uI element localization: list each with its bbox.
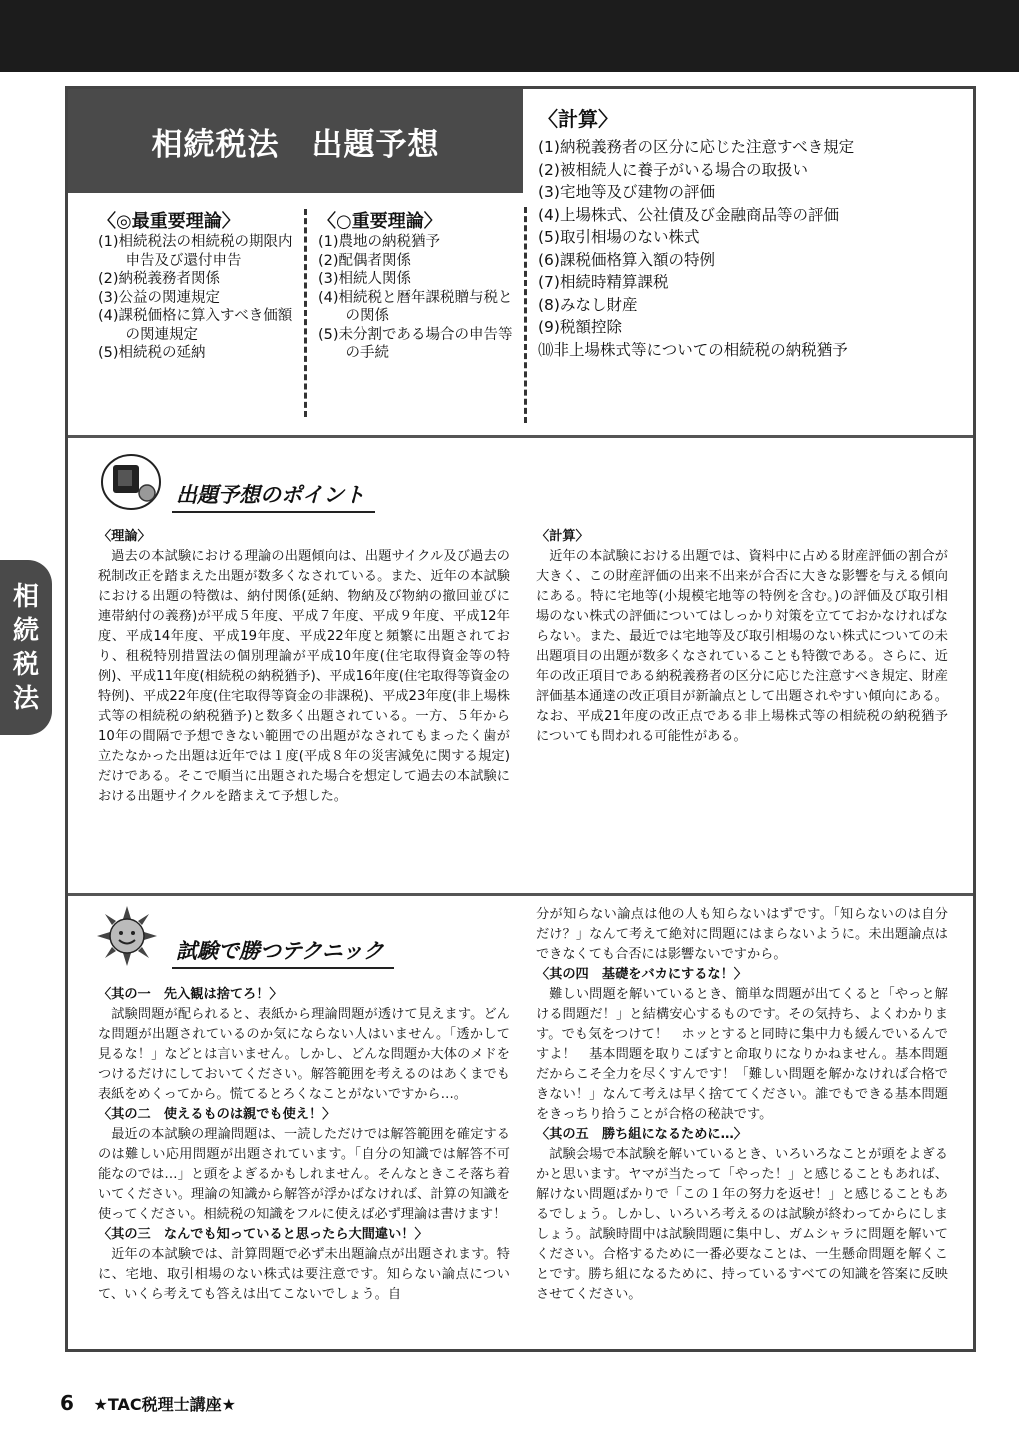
technique-heading-4: 〈其の四 基礎をバカにするな！〉 xyxy=(536,967,747,982)
side-tab-char: 続 xyxy=(12,615,39,646)
list-item: (3)宅地等及び建物の評価 xyxy=(538,183,715,201)
list-item: (2)配偶者関係 xyxy=(318,252,412,269)
theory-points-heading: 〈理論〉 xyxy=(98,529,151,544)
list-item: (9)税額控除 xyxy=(538,318,622,336)
technique-body-1: 試験問題が配られると、表紙から理論問題が透けて見えます。どんな問題が出題されているのか気にならない人はいません。「透かして見るな！」などとは言いません。しかし、どんな問題か大体のメドをつけるだけにしておいてください。解答範囲を考えるのはあくまでも表紙をめくってから。慌てるとろくなことがないですから…。 xyxy=(98,1007,510,1102)
list-item: ⑽非上場株式等についての相続税の納税猶予 xyxy=(538,340,848,359)
technique-heading-2: 〈其の二 使えるものは親でも使え！〉 xyxy=(98,1107,336,1122)
list-item: (4)相続税と暦年課税贈与税との関係 xyxy=(318,289,513,324)
list-item: (2)被相続人に養子がいる場合の取扱い xyxy=(538,160,808,179)
page-title: 相続税法 出題予想 xyxy=(68,89,523,193)
important-list xyxy=(318,233,518,363)
list-item: (8)みなし財産 xyxy=(538,295,638,314)
dashed-divider xyxy=(304,209,307,417)
list-item: (4)上場株式、公社債及び金融商品等の評価 xyxy=(538,205,839,224)
footer-label: ★TAC税理士講座★ xyxy=(93,1395,236,1414)
calc-points-body: 近年の本試験における出題では、資料中に占める財産評価の割合が大きく、この財産評価の出来不出来が合否に大きな影響を与える傾向にある。特に宅地等(小規模宅地等の特例を含む。)の評価及び取引相場のない株式の評価についてはしっかり対策を立てておかなければならない。また、最近では宅地等及び取引相場のない株式についての未出題項目の出題が数多くなされていることも特徴である。さらに、近年の改正項目である納税義務者の区分に応じた注意すべき規定、財産評価基本通達の改正項目が新論点として出題されやすい傾向にある。なお、平成21年度の改正点である非上場株式等の相続税の納税猶予についても問われる可能性がある。 xyxy=(536,549,948,744)
sun-face-icon xyxy=(96,905,158,967)
side-tab-char: 税 xyxy=(12,649,39,680)
dashed-divider xyxy=(524,207,527,423)
technique-heading-1: 〈其の一 先入観は捨てろ！〉 xyxy=(98,987,283,1002)
list-item: (3)相続人関係 xyxy=(318,271,412,287)
cube-sphere-icon xyxy=(101,451,163,513)
technique-heading-3: 〈其の三 なんでも知っていると思ったら大間違い！〉 xyxy=(98,1227,428,1242)
list-item: (1)納税義務者の区分に応じた注意すべき規定 xyxy=(538,138,855,156)
calc-points-heading: 〈計算〉 xyxy=(536,529,589,544)
technique-left-column xyxy=(98,985,510,1305)
technique-body-3-continued: 分が知らない論点は他の人も知らないはずです。「知らないのは自分だけ？」なんて考えて絶対に問題にはまらないように。未出題論点はできなくても合否には影響ないですから。 xyxy=(536,907,948,962)
technique-body-3: 近年の本試験では、計算問題で必ず未出題論点が出題されます。特に、宅地、取引相場のない株式は要注意です。知らない論点について、いくら考えても答えは出てこないでしょう。自 xyxy=(98,1247,510,1302)
most-important-list xyxy=(98,233,298,363)
calc-heading: 〈計算〉 xyxy=(538,107,618,131)
points-title: 出題予想のポイント xyxy=(172,479,375,513)
list-item: (3)公益の関連規定 xyxy=(98,289,221,306)
list-item: (5)相続税の延納 xyxy=(98,345,206,361)
calc-list xyxy=(538,136,968,361)
list-item: (5)未分割である場合の申告等の手続 xyxy=(318,326,513,361)
technique-body-2: 最近の本試験の理論問題は、一読しただけでは解答範囲を確定するのは難しい応用問題が出題されています。「自分の知識では解答不可能なのでは…」と頭をよぎるかもしれません。そんなときこそ落ち着いてください。理論の知識から解答が浮かばなければ、計算の知識を使ってください。相続税の知識をフルに使えば必ず理論は書けます！ xyxy=(98,1127,510,1222)
important-theory xyxy=(318,207,518,363)
calc-points xyxy=(536,527,948,747)
most-important-heading: 〈◎最重要理論〉 xyxy=(98,211,240,232)
theory-points xyxy=(98,527,510,807)
section-divider xyxy=(68,435,973,438)
section-side-tab xyxy=(0,560,52,735)
technique-title: 試験で勝つテクニック xyxy=(172,935,394,969)
list-item: (1)相続税法の相続税の期限内申告及び還付申告 xyxy=(98,234,293,269)
important-heading: 〈○重要理論〉 xyxy=(318,211,442,232)
side-tab-char: 相 xyxy=(12,581,39,612)
technique-right-column xyxy=(536,905,948,1305)
list-item: (5)取引相場のない株式 xyxy=(538,228,700,246)
page-number: 6 xyxy=(60,1391,74,1415)
page-footer xyxy=(60,1391,236,1415)
calculation-topics xyxy=(538,103,968,361)
technique-heading-5: 〈其の五 勝ち組になるために…〉 xyxy=(536,1127,747,1142)
technique-body-5: 試験会場で本試験を解いているとき、いろいろなことが頭をよぎるかと思います。ヤマが当たって「やった！」と感じることもあれば、解けない問題ばかりで「この１年の努力を返せ！」と感じることもあるでしょう。しかし、いろいろ考えるのは試験が終わってからにしましょう。試験時間中は試験問題に集中し、ガムシャラに問題を解いてください。合格するために一番必要なことは、一生懸命問題を解くことです。勝ち組になるために、持っているすべての知識を答案に反映させてください。 xyxy=(536,1147,948,1302)
side-tab-char: 法 xyxy=(12,683,39,714)
list-item: (6)課税価格算入額の特例 xyxy=(538,250,715,269)
list-item: (7)相続時精算課税 xyxy=(538,273,669,291)
theory-points-body: 過去の本試験における理論の出題傾向は、出題サイクル及び過去の税制改正を踏まえた出題が数多くなされている。また、近年の本試験における出題の特徴は、納付関係(延納、物納及び物納の撤回並びに連帯納付の義務)が平成５年度、平成７年度、平成９年度、平成12年度、平成14年度、平成19年度、平成22年度と頻繁に出題されており、租税特別措置法の個別理論が平成10年度(住宅取得資金等の特例)、平成11年度(相続税の納税猶予)、平成16年度(住宅取得等資金の特例)、平成22年度(住宅取得等資金の非課税)、平成23年度(非上場株式等の相続税の納税猶予)と数多く出題されている。一方、５年から10年の間隔で予想できない範囲での出題がなされてもまったく歯が立たなかった出題は近年では１度(平成８年の災害減免に関する規定)だけである。そこで順当に出題された場合を想定して過去の本試験における出題サイクルを踏まえて予想した。 xyxy=(98,549,510,804)
most-important-theory xyxy=(98,207,298,363)
technique-body-4: 難しい問題を解いているとき、簡単な問題が出てくると「やっと解ける問題だ！」と結構安心するものです。その気持ち、よくわかります。でも気をつけて！ ホッとすると同時に集中力も緩んでいるんですよ！ 基本問題を取りこぼすと命取りになりかねません。基本問題だからこそ全力を尽くすんです！「難しい問題を解かなければ合格できない！」なんて考えは早く捨ててください。誰でもできる基本問題をきっちり拾うことが合格の秘訣です。 xyxy=(536,987,948,1122)
list-item: (1)農地の納税猶予 xyxy=(318,234,441,250)
list-item: (2)納税義務者関係 xyxy=(98,271,221,287)
top-header-bar xyxy=(0,0,1019,72)
list-item: (4)課税価格に算入すべき価額の関連規定 xyxy=(98,308,293,343)
section-divider xyxy=(68,893,973,896)
content-frame xyxy=(65,86,976,1352)
